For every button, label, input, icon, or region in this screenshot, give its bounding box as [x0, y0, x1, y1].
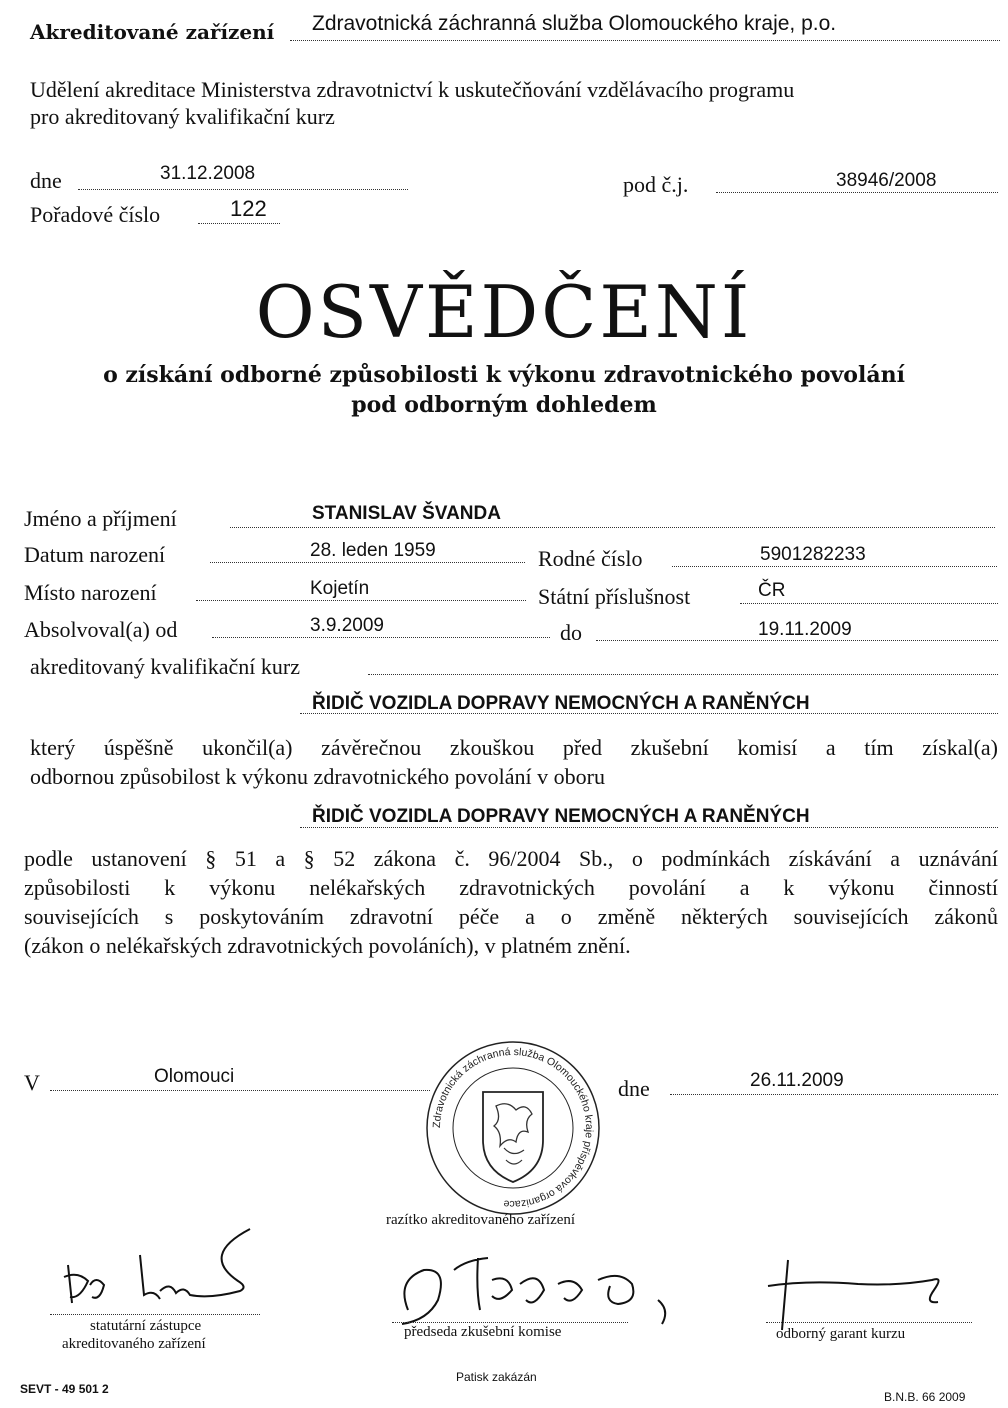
print-code: SEVT - 49 501 2	[20, 1382, 109, 1396]
facility-dotline	[290, 40, 1000, 41]
place-value: Olomouci	[154, 1066, 235, 1087]
stamp-caption: razítko akreditovaného zařízení	[386, 1212, 576, 1228]
sig3-dotline	[766, 1322, 972, 1323]
nationality-dotline	[740, 603, 998, 604]
sig1-dotline	[50, 1314, 260, 1315]
from-label: Absolvoval(a) od	[24, 617, 178, 642]
accreditation-line-2: pro akreditovaný kvalifikační kurz	[30, 104, 335, 129]
law-line-4: (zákon o nelékařských zdravotnických povoláních), v platném znění.	[24, 933, 631, 958]
rc-label: Rodné číslo	[538, 546, 643, 571]
accreditation-line-1: Udělení akreditace Ministerstva zdravotnictví k uskutečňování vzdělávacího programu	[30, 77, 795, 102]
svg-text:Zdravotnická záchranná služba	[431, 1046, 595, 1210]
exam-line-1: který úspěšně ukončil(a) závěrečnou zkouškou před zkušební komisí a tím získal(a)	[30, 735, 998, 760]
serial-dotline	[198, 223, 280, 224]
official-stamp	[408, 1040, 618, 1215]
pob-dotline	[196, 600, 526, 601]
profession-value: ŘIDIČ VOZIDLA DOPRAVY NEMOCNÝCH A RANĚNÝCH	[312, 806, 810, 827]
ref-label: pod č.j.	[623, 172, 689, 197]
law-line-1: podle ustanovení § 51 a § 52 zákona č. 96/2004 Sb., o podmínkách získávání a uznávání	[24, 846, 998, 871]
accreditation-date-value: 31.12.2008	[160, 163, 256, 184]
bnb-code: B.N.B. 66 2009	[884, 1390, 966, 1404]
name-label: Jméno a příjmení	[24, 506, 177, 531]
rc-value: 5901282233	[760, 544, 866, 565]
sig2-caption: předseda zkušební komise	[404, 1324, 562, 1340]
accreditation-date-dotline	[78, 189, 408, 190]
from-value: 3.9.2009	[310, 615, 384, 636]
course-label-dotline	[368, 674, 998, 675]
law-paragraph	[24, 844, 998, 960]
law-line-2: způsobilosti k výkonu nelékařských zdravotnických povolání a k výkonu činností	[24, 875, 998, 900]
sig3-caption: odborný garant kurzu	[776, 1326, 906, 1342]
facility-label: Akreditované zařízení	[30, 20, 275, 44]
reprint-notice: Patisk zakázán	[456, 1370, 537, 1384]
course-label: akreditovaný kvalifikační kurz	[30, 654, 301, 679]
issue-date-dotline	[670, 1094, 998, 1095]
place-label: V	[24, 1070, 40, 1095]
issue-date-value: 26.11.2009	[750, 1070, 844, 1091]
sig1-caption-line2: akreditovaného zařízení	[62, 1336, 206, 1352]
pob-label: Místo narození	[24, 580, 157, 605]
name-value: STANISLAV ŠVANDA	[312, 503, 501, 524]
certificate-title: OSVĚDČENÍ	[255, 270, 753, 354]
facility-value: Zdravotnická záchranná služba Olomouckého kraje, p.o.	[312, 12, 837, 35]
certificate-subtitle-1: o získání odborné způsobilosti k výkonu zdravotnického povolání	[103, 362, 905, 388]
to-value: 19.11.2009	[758, 619, 852, 640]
from-dotline	[212, 637, 550, 638]
nationality-label: Státní příslušnost	[538, 584, 691, 609]
ref-value: 38946/2008	[836, 170, 937, 191]
dob-value: 28. leden 1959	[310, 540, 436, 561]
ref-dotline	[716, 192, 998, 193]
name-dotline	[230, 527, 995, 528]
nationality-value: ČR	[758, 580, 786, 601]
law-line-3: souvisejících s poskytováním zdravotní péče a o změně některých souvisejících zákonů	[24, 904, 998, 929]
course-value: ŘIDIČ VOZIDLA DOPRAVY NEMOCNÝCH A RANĚNÝCH	[312, 693, 810, 714]
issue-date-label: dne	[618, 1076, 650, 1101]
coat-of-arms-icon	[483, 1092, 543, 1182]
exam-paragraph	[30, 733, 998, 791]
serial-value: 122	[230, 196, 267, 221]
place-dotline	[50, 1090, 430, 1091]
dob-dotline	[210, 562, 525, 563]
signature-committee-chair	[388, 1240, 688, 1330]
signature-statutory	[50, 1215, 270, 1315]
stamp-text: Zdravotnická záchranná služba Olomouckého kraje příspěvková organizace	[430, 1045, 596, 1211]
sig2-dotline	[392, 1322, 628, 1323]
to-label: do	[560, 620, 582, 645]
pob-value: Kojetín	[310, 578, 370, 599]
dob-label: Datum narození	[24, 542, 166, 567]
sig1-caption-line1: statutární zástupce	[90, 1318, 202, 1334]
rc-dotline	[672, 566, 997, 567]
serial-label: Pořadové číslo	[30, 202, 161, 227]
certificate-subtitle-2: pod odborným dohledem	[351, 392, 657, 418]
exam-line-2: odbornou způsobilost k výkonu zdravotnického povolání v oboru	[30, 764, 605, 789]
accreditation-date-label: dne	[30, 168, 62, 193]
